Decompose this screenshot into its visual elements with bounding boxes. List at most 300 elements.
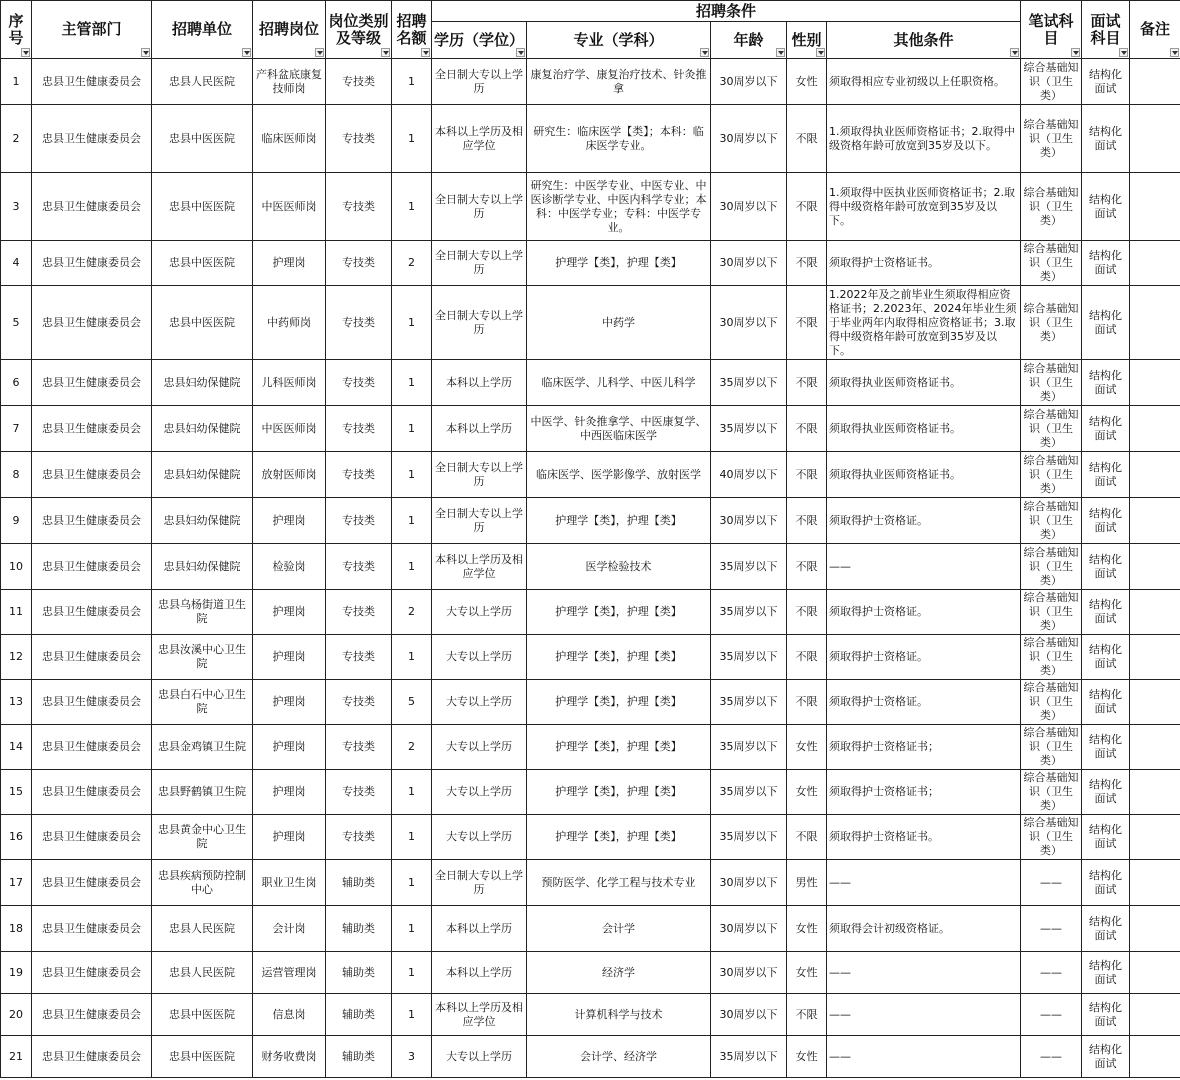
- cell-gender: 女性: [787, 952, 827, 994]
- cell-post: 运营管理岗: [253, 952, 326, 994]
- cell-education: 全日制大专以上学历: [432, 860, 527, 906]
- cell-age: 35周岁以下: [711, 635, 787, 680]
- cell-interview: 结构化面试: [1082, 452, 1130, 498]
- cell-gender: 不限: [787, 406, 827, 452]
- cell-gender: 女性: [787, 906, 827, 952]
- cell-other: 须取得护士资格证。: [827, 680, 1021, 725]
- cell-seq: 5: [1, 286, 32, 360]
- cell-category: 专技类: [326, 680, 392, 725]
- table-row: [1, 725, 1180, 770]
- cell-unit: 忠县黄金中心卫生院: [152, 815, 253, 860]
- filter-dropdown-icon[interactable]: [242, 48, 251, 57]
- filter-dropdown-icon[interactable]: [776, 48, 785, 57]
- table-row: [1, 635, 1180, 680]
- cell-major: 预防医学、化学工程与技术专业: [527, 860, 711, 906]
- cell-category: 辅助类: [326, 860, 392, 906]
- cell-written: 综合基础知识（卫生类）: [1021, 59, 1082, 105]
- cell-remark: [1130, 241, 1180, 286]
- cell-unit: 忠县中医医院: [152, 105, 253, 173]
- cell-remark: [1130, 725, 1180, 770]
- table-row: [1, 860, 1180, 906]
- cell-other: 须取得护士资格证书。: [827, 241, 1021, 286]
- cell-unit: 忠县中医医院: [152, 1036, 253, 1078]
- cell-dept: 忠县卫生健康委员会: [32, 286, 152, 360]
- cell-post: 放射医师岗: [253, 452, 326, 498]
- cell-remark: [1130, 59, 1180, 105]
- table-row: [1, 59, 1180, 105]
- cell-quota: 1: [392, 770, 432, 815]
- cell-age: 35周岁以下: [711, 1036, 787, 1078]
- filter-dropdown-icon[interactable]: [1119, 48, 1128, 57]
- cell-remark: [1130, 173, 1180, 241]
- cell-education: 大专以上学历: [432, 770, 527, 815]
- cell-post: 会计岗: [253, 906, 326, 952]
- cell-written: ——: [1021, 952, 1082, 994]
- header-unit[interactable]: 招聘单位: [152, 1, 253, 59]
- cell-interview: 结构化面试: [1082, 590, 1130, 635]
- cell-gender: 不限: [787, 544, 827, 590]
- cell-other: ——: [827, 544, 1021, 590]
- cell-seq: 7: [1, 406, 32, 452]
- cell-dept: 忠县卫生健康委员会: [32, 105, 152, 173]
- table-row: [1, 590, 1180, 635]
- cell-gender: 女性: [787, 770, 827, 815]
- cell-seq: 13: [1, 680, 32, 725]
- cell-other: ——: [827, 994, 1021, 1036]
- header-category[interactable]: 岗位类别及等级: [326, 1, 392, 59]
- cell-other: 须取得护士资格证书；: [827, 725, 1021, 770]
- cell-education: 本科以上学历及相应学位: [432, 105, 527, 173]
- cell-interview: 结构化面试: [1082, 105, 1130, 173]
- cell-quota: 1: [392, 59, 432, 105]
- cell-seq: 6: [1, 360, 32, 406]
- cell-unit: 忠县妇幼保健院: [152, 406, 253, 452]
- cell-major: 临床医学、儿科学、中医儿科学: [527, 360, 711, 406]
- cell-dept: 忠县卫生健康委员会: [32, 59, 152, 105]
- cell-remark: [1130, 1036, 1180, 1078]
- cell-category: 专技类: [326, 173, 392, 241]
- header-education[interactable]: 学历（学位）: [432, 22, 527, 59]
- cell-dept: 忠县卫生健康委员会: [32, 906, 152, 952]
- cell-seq: 16: [1, 815, 32, 860]
- cell-education: 大专以上学历: [432, 725, 527, 770]
- cell-education: 全日制大专以上学历: [432, 241, 527, 286]
- cell-gender: 不限: [787, 360, 827, 406]
- cell-remark: [1130, 406, 1180, 452]
- cell-dept: 忠县卫生健康委员会: [32, 590, 152, 635]
- cell-seq: 19: [1, 952, 32, 994]
- cell-written: 综合基础知识（卫生类）: [1021, 406, 1082, 452]
- cell-interview: 结构化面试: [1082, 498, 1130, 544]
- cell-other: 须取得执业医师资格证书。: [827, 406, 1021, 452]
- cell-written: 综合基础知识（卫生类）: [1021, 498, 1082, 544]
- cell-gender: 不限: [787, 994, 827, 1036]
- table-row: [1, 994, 1180, 1036]
- cell-seq: 8: [1, 452, 32, 498]
- cell-interview: 结构化面试: [1082, 680, 1130, 725]
- cell-quota: 1: [392, 105, 432, 173]
- cell-age: 35周岁以下: [711, 770, 787, 815]
- cell-gender: 不限: [787, 680, 827, 725]
- cell-quota: 1: [392, 952, 432, 994]
- cell-remark: [1130, 286, 1180, 360]
- cell-written: 综合基础知识（卫生类）: [1021, 452, 1082, 498]
- cell-interview: 结构化面试: [1082, 173, 1130, 241]
- cell-education: 大专以上学历: [432, 1036, 527, 1078]
- filter-dropdown-icon[interactable]: [381, 48, 390, 57]
- table-row: [1, 1036, 1180, 1078]
- cell-remark: [1130, 952, 1180, 994]
- cell-education: 大专以上学历: [432, 590, 527, 635]
- cell-major: 护理学【类】，护理【类】: [527, 498, 711, 544]
- table-row: [1, 815, 1180, 860]
- cell-age: 35周岁以下: [711, 815, 787, 860]
- cell-age: 40周岁以下: [711, 452, 787, 498]
- cell-seq: 18: [1, 906, 32, 952]
- cell-dept: 忠县卫生健康委员会: [32, 635, 152, 680]
- cell-category: 专技类: [326, 59, 392, 105]
- cell-quota: 1: [392, 406, 432, 452]
- cell-gender: 女性: [787, 725, 827, 770]
- cell-category: 专技类: [326, 815, 392, 860]
- header-post[interactable]: 招聘岗位: [253, 1, 326, 59]
- cell-seq: 3: [1, 173, 32, 241]
- table-row: [1, 286, 1180, 360]
- table-row: [1, 544, 1180, 590]
- table-row: [1, 173, 1180, 241]
- cell-other: ——: [827, 1036, 1021, 1078]
- cell-other: ——: [827, 860, 1021, 906]
- cell-age: 35周岁以下: [711, 406, 787, 452]
- cell-age: 30周岁以下: [711, 906, 787, 952]
- cell-category: 专技类: [326, 406, 392, 452]
- filter-dropdown-icon[interactable]: [1071, 48, 1080, 57]
- cell-written: 综合基础知识（卫生类）: [1021, 173, 1082, 241]
- cell-age: 30周岁以下: [711, 498, 787, 544]
- cell-other: 须取得相应专业初级以上任职资格。: [827, 59, 1021, 105]
- cell-post: 临床医师岗: [253, 105, 326, 173]
- cell-written: 综合基础知识（卫生类）: [1021, 286, 1082, 360]
- table-row: [1, 406, 1180, 452]
- cell-unit: 忠县人民医院: [152, 906, 253, 952]
- cell-written: 综合基础知识（卫生类）: [1021, 544, 1082, 590]
- cell-seq: 15: [1, 770, 32, 815]
- cell-age: 35周岁以下: [711, 725, 787, 770]
- cell-category: 辅助类: [326, 952, 392, 994]
- cell-other: 1.须取得执业医师资格证书；2.取得中级资格年龄可放宽到35岁及以下。: [827, 105, 1021, 173]
- cell-category: 专技类: [326, 105, 392, 173]
- cell-written: 综合基础知识（卫生类）: [1021, 590, 1082, 635]
- cell-post: 护理岗: [253, 680, 326, 725]
- cell-dept: 忠县卫生健康委员会: [32, 952, 152, 994]
- cell-remark: [1130, 815, 1180, 860]
- cell-education: 本科以上学历及相应学位: [432, 994, 527, 1036]
- cell-major: 护理学【类】，护理【类】: [527, 725, 711, 770]
- cell-major: 护理学【类】，护理【类】: [527, 680, 711, 725]
- cell-quota: 1: [392, 173, 432, 241]
- cell-gender: 不限: [787, 105, 827, 173]
- header-age[interactable]: 年龄: [711, 22, 787, 59]
- cell-age: 30周岁以下: [711, 994, 787, 1036]
- cell-major: 会计学: [527, 906, 711, 952]
- cell-major: 护理学【类】，护理【类】: [527, 590, 711, 635]
- filter-dropdown-icon[interactable]: [816, 48, 825, 57]
- cell-category: 专技类: [326, 286, 392, 360]
- cell-unit: 忠县白石中心卫生院: [152, 680, 253, 725]
- cell-dept: 忠县卫生健康委员会: [32, 680, 152, 725]
- table-row: [1, 105, 1180, 173]
- cell-remark: [1130, 498, 1180, 544]
- cell-quota: 5: [392, 680, 432, 725]
- cell-education: 全日制大专以上学历: [432, 498, 527, 544]
- cell-post: 护理岗: [253, 725, 326, 770]
- cell-dept: 忠县卫生健康委员会: [32, 360, 152, 406]
- cell-quota: 1: [392, 815, 432, 860]
- header-written[interactable]: 笔试科目: [1021, 1, 1082, 59]
- cell-seq: 1: [1, 59, 32, 105]
- cell-age: 30周岁以下: [711, 860, 787, 906]
- cell-remark: [1130, 105, 1180, 173]
- cell-education: 本科以上学历: [432, 906, 527, 952]
- cell-written: 综合基础知识（卫生类）: [1021, 680, 1082, 725]
- cell-interview: 结构化面试: [1082, 860, 1130, 906]
- cell-other: 须取得护士资格证。: [827, 590, 1021, 635]
- cell-post: 产科盆底康复技师岗: [253, 59, 326, 105]
- cell-education: 大专以上学历: [432, 815, 527, 860]
- cell-other: 须取得护士资格证书。: [827, 815, 1021, 860]
- cell-post: 中药师岗: [253, 286, 326, 360]
- cell-quota: 1: [392, 360, 432, 406]
- cell-written: 综合基础知识（卫生类）: [1021, 105, 1082, 173]
- cell-unit: 忠县中医医院: [152, 994, 253, 1036]
- cell-seq: 14: [1, 725, 32, 770]
- cell-other: 须取得护士资格证。: [827, 498, 1021, 544]
- cell-major: 会计学、经济学: [527, 1036, 711, 1078]
- cell-interview: 结构化面试: [1082, 1036, 1130, 1078]
- cell-major: 中药学: [527, 286, 711, 360]
- filter-dropdown-icon[interactable]: [1170, 48, 1179, 57]
- cell-major: 经济学: [527, 952, 711, 994]
- cell-post: 中医医师岗: [253, 173, 326, 241]
- cell-seq: 10: [1, 544, 32, 590]
- cell-education: 全日制大专以上学历: [432, 452, 527, 498]
- cell-unit: 忠县汝溪中心卫生院: [152, 635, 253, 680]
- cell-age: 30周岁以下: [711, 173, 787, 241]
- cell-unit: 忠县妇幼保健院: [152, 452, 253, 498]
- cell-interview: 结构化面试: [1082, 241, 1130, 286]
- cell-seq: 17: [1, 860, 32, 906]
- filter-dropdown-icon[interactable]: [516, 48, 525, 57]
- cell-gender: 不限: [787, 815, 827, 860]
- cell-quota: 2: [392, 725, 432, 770]
- cell-quota: 1: [392, 860, 432, 906]
- cell-interview: 结构化面试: [1082, 725, 1130, 770]
- cell-other: 1.须取得中医执业医师资格证书；2.取得中级资格年龄可放宽到35岁及以下。: [827, 173, 1021, 241]
- cell-remark: [1130, 680, 1180, 725]
- cell-post: 检验岗: [253, 544, 326, 590]
- cell-dept: 忠县卫生健康委员会: [32, 1036, 152, 1078]
- header-conditions: 招聘条件: [432, 1, 1021, 22]
- header-major[interactable]: 专业（学科）: [527, 22, 711, 59]
- cell-category: 专技类: [326, 452, 392, 498]
- filter-dropdown-icon[interactable]: [21, 48, 30, 57]
- cell-seq: 9: [1, 498, 32, 544]
- cell-age: 35周岁以下: [711, 544, 787, 590]
- cell-post: 财务收费岗: [253, 1036, 326, 1078]
- cell-other: ——: [827, 952, 1021, 994]
- cell-written: 综合基础知识（卫生类）: [1021, 241, 1082, 286]
- cell-dept: 忠县卫生健康委员会: [32, 770, 152, 815]
- cell-other: 须取得护士资格证书；: [827, 770, 1021, 815]
- cell-category: 辅助类: [326, 1036, 392, 1078]
- cell-unit: 忠县人民医院: [152, 952, 253, 994]
- cell-unit: 忠县中医医院: [152, 241, 253, 286]
- cell-post: 儿科医师岗: [253, 360, 326, 406]
- cell-age: 30周岁以下: [711, 241, 787, 286]
- filter-dropdown-icon[interactable]: [421, 48, 430, 57]
- cell-post: 护理岗: [253, 241, 326, 286]
- cell-written: 综合基础知识（卫生类）: [1021, 815, 1082, 860]
- cell-dept: 忠县卫生健康委员会: [32, 994, 152, 1036]
- cell-interview: 结构化面试: [1082, 544, 1130, 590]
- cell-age: 30周岁以下: [711, 286, 787, 360]
- cell-interview: 结构化面试: [1082, 994, 1130, 1036]
- cell-written: 综合基础知识（卫生类）: [1021, 770, 1082, 815]
- cell-age: 30周岁以下: [711, 59, 787, 105]
- cell-post: 职业卫生岗: [253, 860, 326, 906]
- cell-interview: 结构化面试: [1082, 952, 1130, 994]
- cell-quota: 1: [392, 635, 432, 680]
- cell-education: 大专以上学历: [432, 635, 527, 680]
- cell-remark: [1130, 770, 1180, 815]
- cell-unit: 忠县妇幼保健院: [152, 544, 253, 590]
- cell-major: 研究生：中医学专业、中医专业、中医诊断学专业、中医内科学专业；本科：中医学专业；专科：中医学专业。: [527, 173, 711, 241]
- cell-written: ——: [1021, 994, 1082, 1036]
- cell-dept: 忠县卫生健康委员会: [32, 452, 152, 498]
- cell-category: 专技类: [326, 360, 392, 406]
- cell-unit: 忠县人民医院: [152, 59, 253, 105]
- cell-interview: 结构化面试: [1082, 770, 1130, 815]
- header-interview[interactable]: 面试科目: [1082, 1, 1130, 59]
- cell-remark: [1130, 360, 1180, 406]
- cell-interview: 结构化面试: [1082, 815, 1130, 860]
- cell-seq: 20: [1, 994, 32, 1036]
- header-remark[interactable]: 备注: [1130, 1, 1180, 59]
- header-quota[interactable]: 招聘名额: [392, 1, 432, 59]
- cell-dept: 忠县卫生健康委员会: [32, 241, 152, 286]
- cell-education: 全日制大专以上学历: [432, 173, 527, 241]
- cell-category: 辅助类: [326, 994, 392, 1036]
- cell-remark: [1130, 452, 1180, 498]
- cell-written: ——: [1021, 1036, 1082, 1078]
- cell-other: 须取得护士资格证。: [827, 635, 1021, 680]
- cell-gender: 不限: [787, 452, 827, 498]
- cell-quota: 3: [392, 1036, 432, 1078]
- cell-unit: 忠县乌杨街道卫生院: [152, 590, 253, 635]
- cell-education: 本科以上学历: [432, 952, 527, 994]
- cell-seq: 2: [1, 105, 32, 173]
- header-other[interactable]: 其他条件: [827, 22, 1021, 59]
- cell-dept: 忠县卫生健康委员会: [32, 725, 152, 770]
- cell-remark: [1130, 590, 1180, 635]
- cell-remark: [1130, 860, 1180, 906]
- cell-remark: [1130, 635, 1180, 680]
- filter-dropdown-icon[interactable]: [315, 48, 324, 57]
- cell-remark: [1130, 544, 1180, 590]
- cell-quota: 1: [392, 286, 432, 360]
- header-gender[interactable]: 性别: [787, 22, 827, 59]
- cell-major: 医学检验技术: [527, 544, 711, 590]
- table-row: [1, 452, 1180, 498]
- cell-unit: 忠县金鸡镇卫生院: [152, 725, 253, 770]
- cell-dept: 忠县卫生健康委员会: [32, 173, 152, 241]
- cell-remark: [1130, 906, 1180, 952]
- cell-written: ——: [1021, 860, 1082, 906]
- cell-quota: 2: [392, 241, 432, 286]
- cell-post: 护理岗: [253, 815, 326, 860]
- filter-dropdown-icon[interactable]: [1010, 48, 1019, 57]
- cell-dept: 忠县卫生健康委员会: [32, 544, 152, 590]
- table-row: [1, 680, 1180, 725]
- cell-unit: 忠县妇幼保健院: [152, 360, 253, 406]
- cell-major: 研究生：临床医学【类】；本科：临床医学专业。: [527, 105, 711, 173]
- cell-education: 全日制大专以上学历: [432, 286, 527, 360]
- cell-written: 综合基础知识（卫生类）: [1021, 360, 1082, 406]
- table-row: [1, 770, 1180, 815]
- cell-age: 30周岁以下: [711, 105, 787, 173]
- cell-major: 临床医学、医学影像学、放射医学: [527, 452, 711, 498]
- cell-seq: 11: [1, 590, 32, 635]
- cell-unit: 忠县中医医院: [152, 286, 253, 360]
- filter-dropdown-icon[interactable]: [141, 48, 150, 57]
- header-dept[interactable]: 主管部门: [32, 1, 152, 59]
- cell-major: 康复治疗学、康复治疗技术、针灸推拿: [527, 59, 711, 105]
- cell-gender: 男性: [787, 860, 827, 906]
- cell-gender: 不限: [787, 286, 827, 360]
- cell-unit: 忠县妇幼保健院: [152, 498, 253, 544]
- cell-interview: 结构化面试: [1082, 59, 1130, 105]
- cell-written: 综合基础知识（卫生类）: [1021, 725, 1082, 770]
- cell-category: 专技类: [326, 590, 392, 635]
- cell-major: 计算机科学与技术: [527, 994, 711, 1036]
- cell-education: 大专以上学历: [432, 680, 527, 725]
- cell-seq: 4: [1, 241, 32, 286]
- cell-quota: 1: [392, 994, 432, 1036]
- cell-major: 中医学、针灸推拿学、中医康复学、中西医临床医学: [527, 406, 711, 452]
- cell-quota: 1: [392, 544, 432, 590]
- table-row: [1, 241, 1180, 286]
- header-seq[interactable]: 序号: [1, 1, 32, 59]
- cell-category: 专技类: [326, 770, 392, 815]
- cell-unit: 忠县疾病预防控制中心: [152, 860, 253, 906]
- cell-other: 须取得执业医师资格证书。: [827, 360, 1021, 406]
- cell-dept: 忠县卫生健康委员会: [32, 815, 152, 860]
- cell-gender: 不限: [787, 590, 827, 635]
- cell-age: 35周岁以下: [711, 360, 787, 406]
- cell-major: 护理学【类】，护理【类】: [527, 815, 711, 860]
- cell-quota: 1: [392, 498, 432, 544]
- filter-dropdown-icon[interactable]: [700, 48, 709, 57]
- cell-quota: 1: [392, 906, 432, 952]
- cell-education: 本科以上学历及相应学位: [432, 544, 527, 590]
- cell-major: 护理学【类】，护理【类】: [527, 241, 711, 286]
- cell-remark: [1130, 994, 1180, 1036]
- cell-gender: 不限: [787, 498, 827, 544]
- cell-interview: 结构化面试: [1082, 360, 1130, 406]
- cell-post: 护理岗: [253, 590, 326, 635]
- cell-category: 专技类: [326, 725, 392, 770]
- cell-category: 辅助类: [326, 906, 392, 952]
